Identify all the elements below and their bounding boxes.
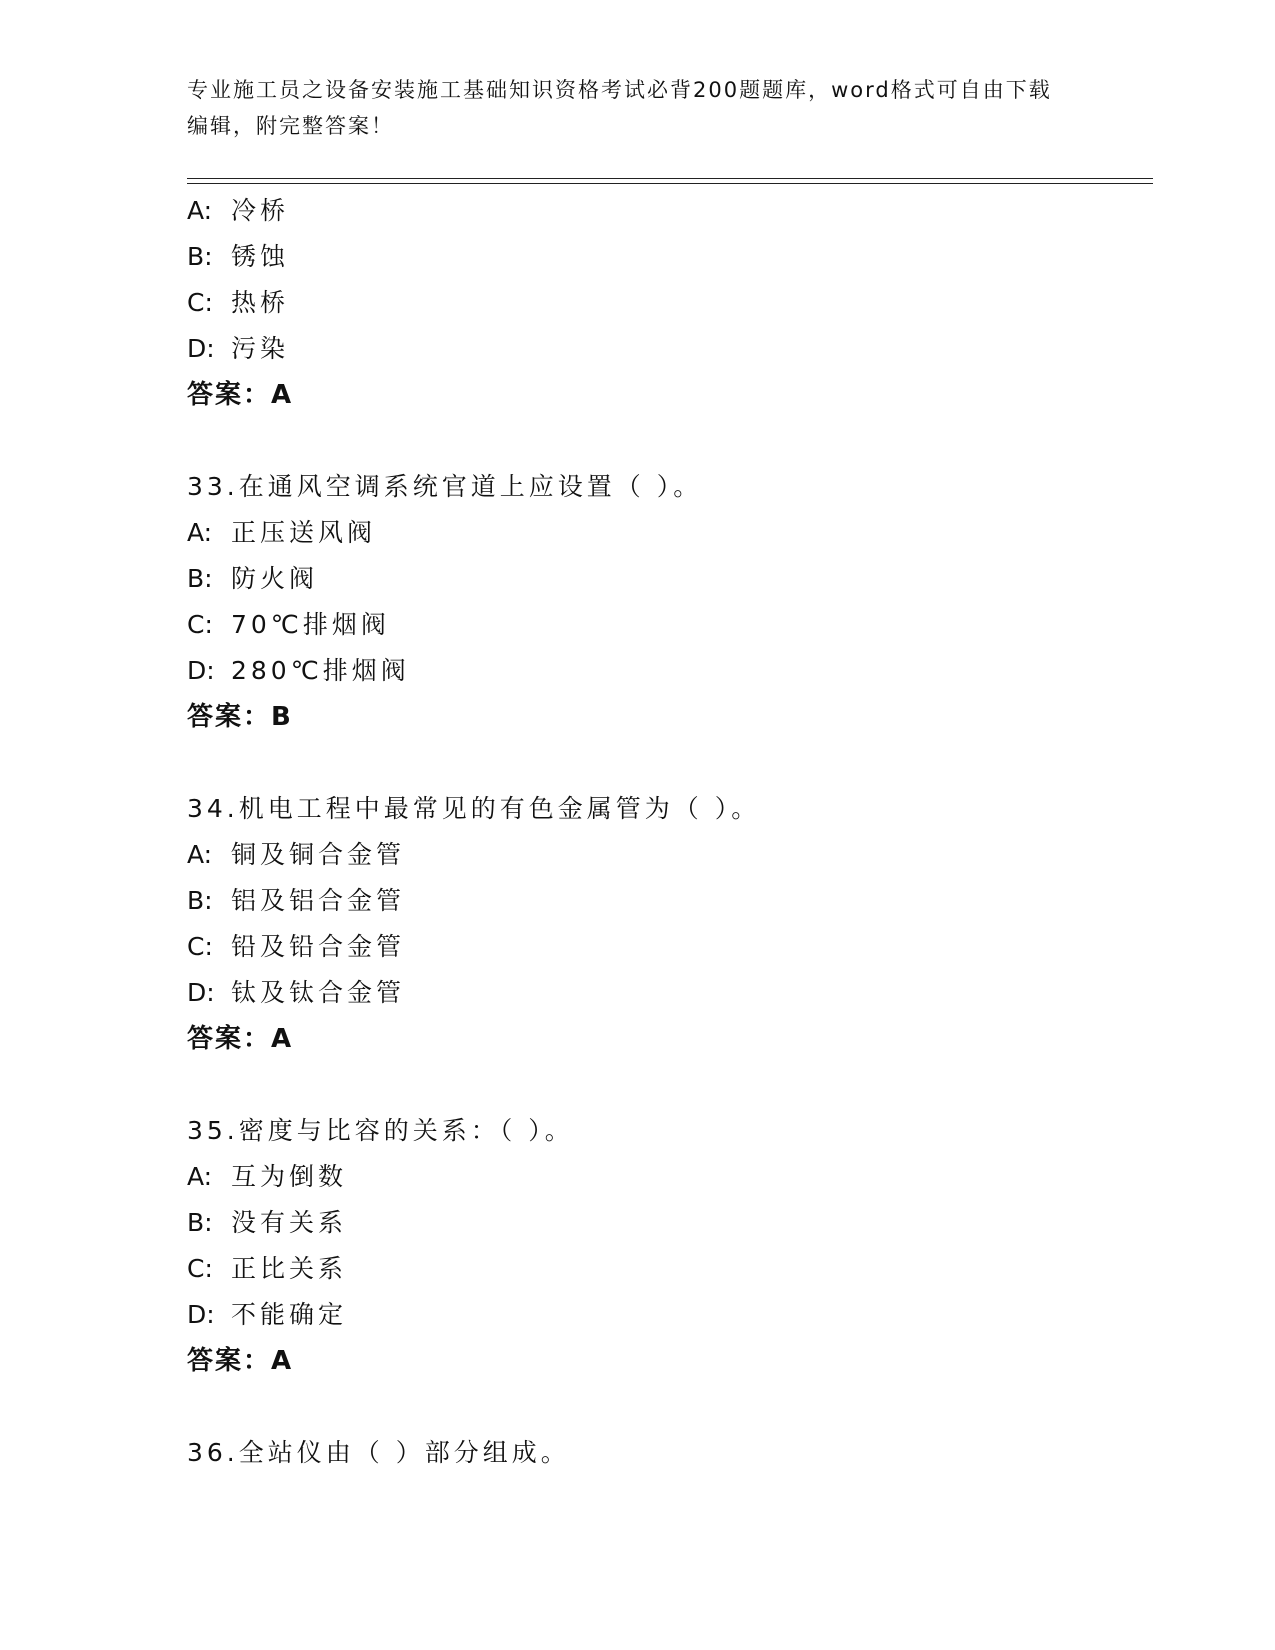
- answer-line: 答案：B: [187, 702, 293, 732]
- header-divider-bottom: [187, 183, 1153, 184]
- option-key: D:: [187, 978, 215, 1007]
- spacer: [187, 1062, 1147, 1108]
- option-text: 污染: [231, 334, 290, 363]
- header-divider-top: [187, 178, 1153, 179]
- option-key: A:: [187, 1162, 213, 1191]
- option-c: [187, 280, 1147, 326]
- spacer: [187, 740, 1147, 786]
- option-c: [187, 1246, 1147, 1292]
- question-block-34: [187, 786, 1147, 1062]
- option-text: 没有关系: [231, 1208, 348, 1237]
- question-block-33: [187, 464, 1147, 740]
- option-d: [187, 1292, 1147, 1338]
- option-key: D:: [187, 334, 215, 363]
- question-text: 34.机电工程中最常见的有色金属管为（ ）。: [187, 794, 761, 823]
- answer-line: 答案：A: [187, 1346, 294, 1376]
- document-title: 专业施工员之设备安装施工基础知识资格考试必背200题题库，word格式可自由下载编辑，附完整答案！: [187, 78, 1052, 138]
- option-key: C:: [187, 932, 213, 961]
- option-text: 铝及铝合金管: [231, 886, 406, 915]
- question-text: 36.全站仪由（ ）部分组成。: [187, 1438, 570, 1467]
- option-d: [187, 648, 1147, 694]
- option-text: 正比关系: [231, 1254, 348, 1283]
- option-a: [187, 832, 1147, 878]
- option-b: [187, 234, 1147, 280]
- option-text: 铅及铅合金管: [231, 932, 406, 961]
- option-text: 冷桥: [231, 196, 290, 225]
- option-key: A:: [187, 196, 213, 225]
- option-text: 正压送风阀: [231, 518, 377, 547]
- question-block-32: [187, 188, 1147, 418]
- question-block-35: [187, 1108, 1147, 1384]
- option-b: [187, 556, 1147, 602]
- option-a: [187, 1154, 1147, 1200]
- answer-line: 答案：A: [187, 380, 294, 410]
- option-text: 不能确定: [231, 1300, 348, 1329]
- answer-line: 答案：A: [187, 1024, 294, 1054]
- question-block-36: [187, 1430, 1147, 1476]
- option-key: C:: [187, 610, 213, 639]
- option-text: 互为倒数: [231, 1162, 348, 1191]
- question-list: [187, 188, 1147, 1476]
- option-text: 70℃排烟阀: [231, 610, 390, 639]
- option-text: 铜及铜合金管: [231, 840, 406, 869]
- question-text: 33.在通风空调系统官道上应设置（ ）。: [187, 472, 703, 501]
- option-text: 防火阀: [231, 564, 319, 593]
- option-key: D:: [187, 656, 215, 685]
- option-key: A:: [187, 518, 213, 547]
- option-key: D:: [187, 1300, 215, 1329]
- option-a: [187, 510, 1147, 556]
- option-key: B:: [187, 886, 213, 915]
- option-key: C:: [187, 1254, 213, 1283]
- option-d: [187, 326, 1147, 372]
- option-text: 热桥: [231, 288, 290, 317]
- option-key: A:: [187, 840, 213, 869]
- option-c: [187, 602, 1147, 648]
- spacer: [187, 1384, 1147, 1430]
- option-key: C:: [187, 288, 213, 317]
- option-text: 锈蚀: [231, 242, 290, 271]
- option-a: [187, 188, 1147, 234]
- option-b: [187, 1200, 1147, 1246]
- option-key: B:: [187, 242, 213, 271]
- question-text: 35.密度与比容的关系：（ ）。: [187, 1116, 574, 1145]
- option-text: 280℃排烟阀: [231, 656, 410, 685]
- option-b: [187, 878, 1147, 924]
- spacer: [187, 418, 1147, 464]
- option-c: [187, 924, 1147, 970]
- option-key: B:: [187, 1208, 213, 1237]
- option-key: B:: [187, 564, 213, 593]
- option-text: 钛及钛合金管: [231, 978, 406, 1007]
- option-d: [187, 970, 1147, 1016]
